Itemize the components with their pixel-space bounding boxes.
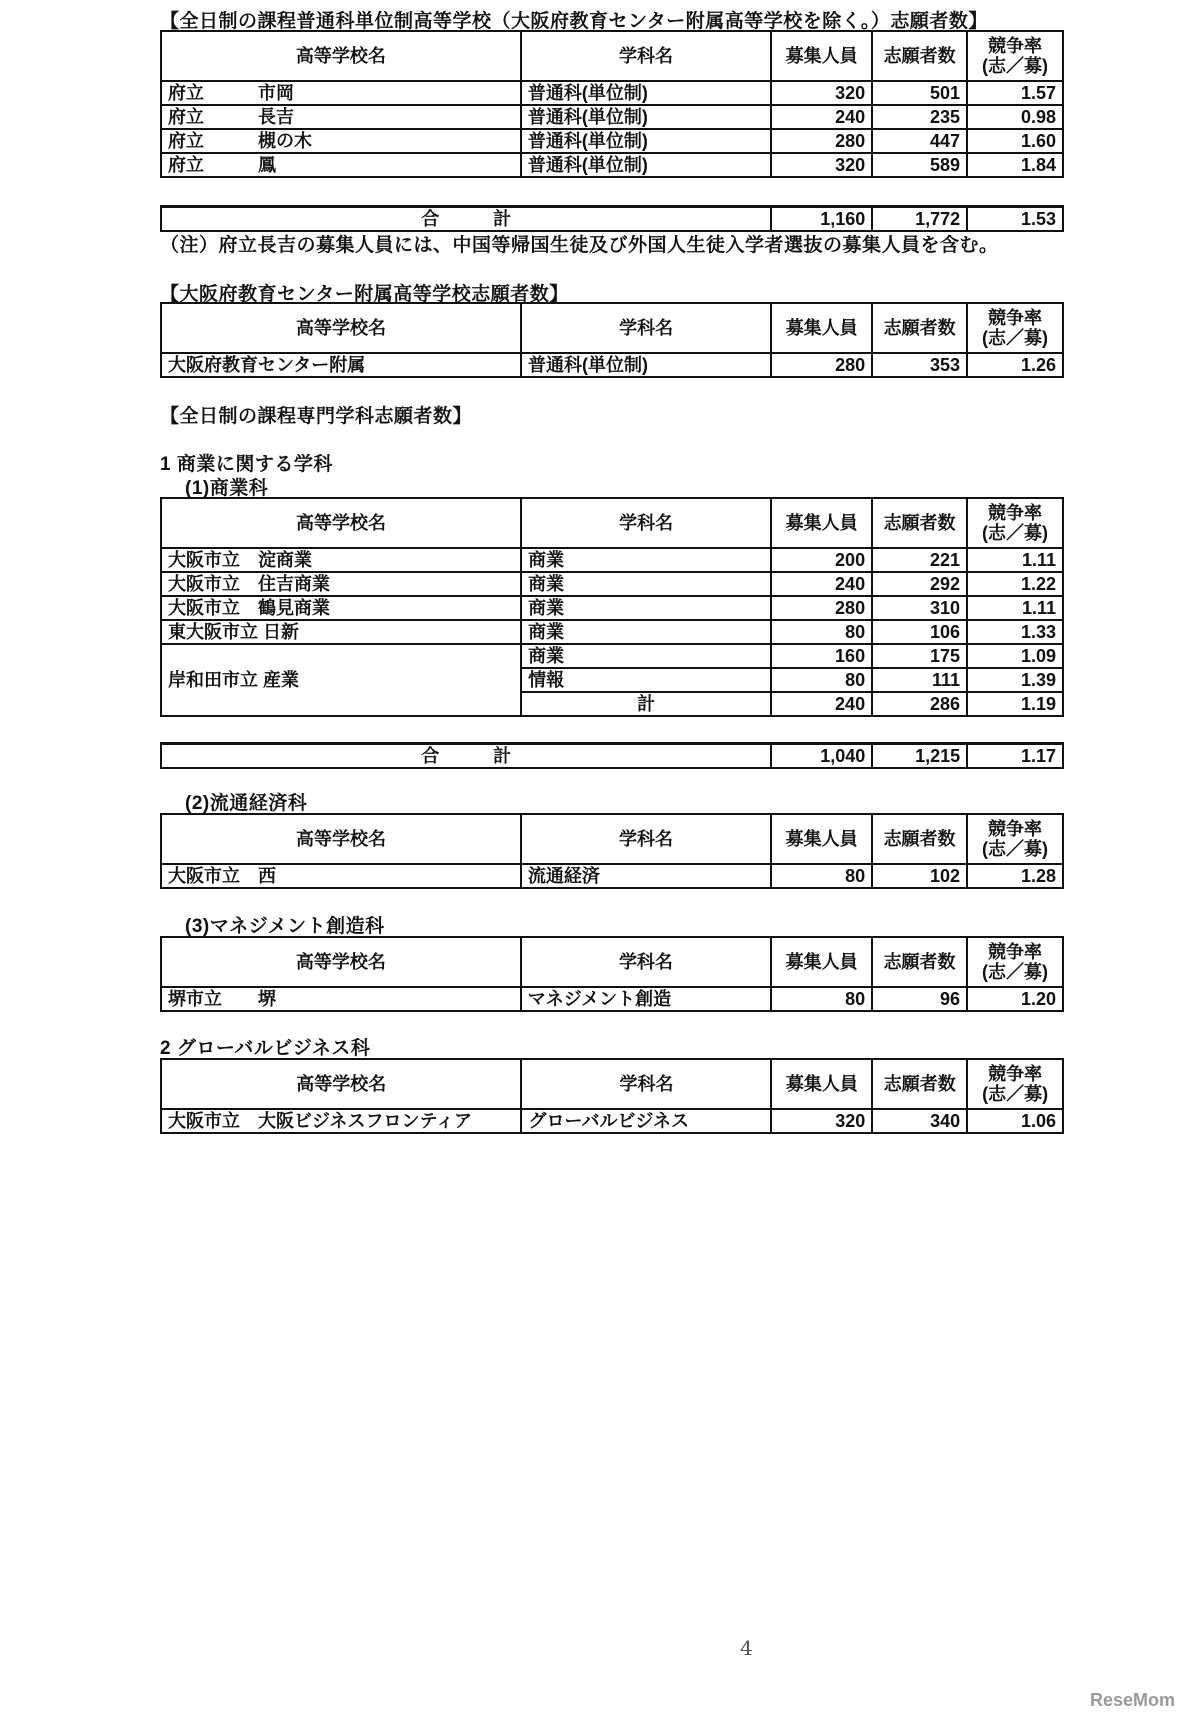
capacity: 320	[771, 1109, 872, 1133]
table-header	[161, 937, 1063, 987]
header-school: 高等学校名	[161, 1059, 521, 1109]
table-row	[161, 129, 1063, 153]
sub1-title: (1)商業科	[185, 478, 269, 499]
applicants: 353	[872, 353, 967, 377]
table-management	[160, 936, 1064, 1012]
capacity: 280	[771, 353, 872, 377]
table-header	[161, 814, 1063, 864]
header-applicants: 志願者数	[872, 1059, 967, 1109]
capacity: 240	[771, 105, 872, 129]
ratio-sub-label: (志／募)	[982, 1084, 1049, 1104]
table-distribution-economics	[160, 813, 1064, 889]
total-ratio: 1.17	[967, 744, 1063, 769]
applicants: 292	[872, 572, 967, 596]
capacity: 80	[771, 864, 872, 888]
table-global-business	[160, 1058, 1064, 1134]
course: 商業	[521, 572, 771, 596]
table-row	[161, 596, 1063, 620]
header-course: 学科名	[521, 31, 771, 81]
table-row	[161, 644, 1063, 668]
group2-title: 2 グローバルビジネス科	[160, 1038, 371, 1059]
table-row	[161, 81, 1063, 105]
watermark-logo: ReseMom	[1090, 1690, 1176, 1710]
ratio: 1.19	[967, 692, 1063, 716]
total-applicants: 1,215	[872, 744, 967, 769]
header-applicants: 志願者数	[872, 303, 967, 353]
group1-title: 1 商業に関する学科	[160, 454, 333, 475]
school: 大阪市立 住吉商業	[161, 572, 521, 596]
applicants: 96	[872, 987, 967, 1011]
header-capacity: 募集人員	[771, 498, 872, 548]
header-capacity: 募集人員	[771, 937, 872, 987]
section1-note: （注）府立長吉の募集人員には、中国等帰国生徒及び外国人生徒入学者選抜の募集人員を含む。	[160, 235, 999, 256]
header-course: 学科名	[521, 1059, 771, 1109]
ratio-label: 競争率	[988, 36, 1043, 56]
ratio: 1.57	[967, 81, 1063, 105]
table-commerce	[160, 497, 1064, 717]
course: 普通科(単位制)	[521, 105, 771, 129]
ratio-sub-label: (志／募)	[982, 328, 1049, 348]
total-capacity: 1,160	[771, 207, 872, 232]
total-row-section1	[160, 205, 1064, 232]
course: 商業	[521, 620, 771, 644]
applicants: 310	[872, 596, 967, 620]
course: 商業	[521, 548, 771, 572]
header-ratio	[967, 814, 1063, 864]
header-school: 高等学校名	[161, 498, 521, 548]
capacity: 240	[771, 692, 872, 716]
section3-title: 【全日制の課程専門学科志願者数】	[160, 406, 473, 427]
header-ratio	[967, 31, 1063, 81]
ratio-label: 競争率	[988, 942, 1043, 962]
applicants: 340	[872, 1109, 967, 1133]
table-row	[161, 1109, 1063, 1133]
school: 府立 槻の木	[161, 129, 521, 153]
total-row-commerce	[160, 742, 1064, 769]
capacity: 240	[771, 572, 872, 596]
header-course: 学科名	[521, 937, 771, 987]
section2-title: 【大阪府教育センター附属高等学校志願者数】	[160, 284, 569, 305]
ratio-sub-label: (志／募)	[982, 56, 1049, 76]
school: 府立 市岡	[161, 81, 521, 105]
header-ratio	[967, 937, 1063, 987]
school: 大阪府教育センター附属	[161, 353, 521, 377]
ratio: 1.06	[967, 1109, 1063, 1133]
course: 普通科(単位制)	[521, 129, 771, 153]
school: 堺市立 堺	[161, 987, 521, 1011]
table-row	[161, 353, 1063, 377]
header-school: 高等学校名	[161, 937, 521, 987]
applicants: 447	[872, 129, 967, 153]
table-header	[161, 31, 1063, 81]
course: マネジメント創造	[521, 987, 771, 1011]
applicants: 501	[872, 81, 967, 105]
capacity: 200	[771, 548, 872, 572]
table-row	[161, 105, 1063, 129]
table-header	[161, 303, 1063, 353]
course: グローバルビジネス	[521, 1109, 771, 1133]
header-applicants: 志願者数	[872, 937, 967, 987]
applicants: 589	[872, 153, 967, 177]
total-label: 合 計	[161, 744, 771, 769]
table-general-credit	[160, 30, 1064, 178]
ratio: 1.26	[967, 353, 1063, 377]
section1-title: 【全日制の課程普通科単位制高等学校（大阪府教育センター附属高等学校を除く。）志願者数】	[160, 11, 988, 32]
school: 東大阪市立 日新	[161, 620, 521, 644]
total-label: 合 計	[161, 207, 771, 232]
ratio: 1.09	[967, 644, 1063, 668]
ratio-sub-label: (志／募)	[982, 523, 1049, 543]
applicants: 286	[872, 692, 967, 716]
header-capacity: 募集人員	[771, 814, 872, 864]
total-ratio: 1.53	[967, 207, 1063, 232]
applicants: 221	[872, 548, 967, 572]
course: 情報	[521, 668, 771, 692]
header-ratio	[967, 303, 1063, 353]
header-course: 学科名	[521, 498, 771, 548]
ratio: 1.84	[967, 153, 1063, 177]
header-ratio	[967, 498, 1063, 548]
capacity: 280	[771, 596, 872, 620]
ratio-label: 競争率	[988, 308, 1043, 328]
table-row	[161, 987, 1063, 1011]
page-number: 4	[740, 1636, 753, 1660]
course: 商業	[521, 644, 771, 668]
header-school: 高等学校名	[161, 31, 521, 81]
school: 大阪市立 西	[161, 864, 521, 888]
ratio: 1.39	[967, 668, 1063, 692]
header-capacity: 募集人員	[771, 303, 872, 353]
capacity: 320	[771, 153, 872, 177]
ratio: 1.60	[967, 129, 1063, 153]
header-ratio	[967, 1059, 1063, 1109]
table-row	[161, 620, 1063, 644]
course: 普通科(単位制)	[521, 353, 771, 377]
school: 府立 長吉	[161, 105, 521, 129]
header-applicants: 志願者数	[872, 31, 967, 81]
course: 普通科(単位制)	[521, 81, 771, 105]
header-school: 高等学校名	[161, 814, 521, 864]
school: 大阪市立 鶴見商業	[161, 596, 521, 620]
ratio: 1.28	[967, 864, 1063, 888]
ratio: 1.11	[967, 596, 1063, 620]
course: 商業	[521, 596, 771, 620]
course: 流通経済	[521, 864, 771, 888]
header-capacity: 募集人員	[771, 1059, 872, 1109]
ratio-label: 競争率	[988, 819, 1043, 839]
applicants: 106	[872, 620, 967, 644]
ratio-sub-label: (志／募)	[982, 839, 1049, 859]
capacity: 80	[771, 668, 872, 692]
ratio: 1.11	[967, 548, 1063, 572]
school: 大阪市立 淀商業	[161, 548, 521, 572]
table-row	[161, 572, 1063, 596]
header-applicants: 志願者数	[872, 814, 967, 864]
table-row	[161, 153, 1063, 177]
ratio: 0.98	[967, 105, 1063, 129]
applicants: 235	[872, 105, 967, 129]
header-capacity: 募集人員	[771, 31, 872, 81]
capacity: 80	[771, 620, 872, 644]
table-row	[161, 864, 1063, 888]
subtotal-label: 計	[521, 692, 771, 716]
table-education-center	[160, 302, 1064, 378]
table-header	[161, 1059, 1063, 1109]
ratio-label: 競争率	[988, 503, 1043, 523]
capacity: 320	[771, 81, 872, 105]
sub2-title: (2)流通経済科	[185, 793, 308, 814]
table-header	[161, 498, 1063, 548]
school: 大阪市立 大阪ビジネスフロンティア	[161, 1109, 521, 1133]
capacity: 80	[771, 987, 872, 1011]
ratio-label: 競争率	[988, 1064, 1043, 1084]
ratio: 1.33	[967, 620, 1063, 644]
total-applicants: 1,772	[872, 207, 967, 232]
capacity: 280	[771, 129, 872, 153]
sub3-title: (3)マネジメント創造科	[185, 916, 385, 937]
applicants: 111	[872, 668, 967, 692]
header-school: 高等学校名	[161, 303, 521, 353]
ratio-sub-label: (志／募)	[982, 962, 1049, 982]
header-course: 学科名	[521, 303, 771, 353]
course: 普通科(単位制)	[521, 153, 771, 177]
school: 府立 鳳	[161, 153, 521, 177]
capacity: 160	[771, 644, 872, 668]
table-row	[161, 548, 1063, 572]
school: 岸和田市立 産業	[161, 644, 521, 716]
applicants: 175	[872, 644, 967, 668]
ratio: 1.20	[967, 987, 1063, 1011]
total-capacity: 1,040	[771, 744, 872, 769]
header-applicants: 志願者数	[872, 498, 967, 548]
applicants: 102	[872, 864, 967, 888]
header-course: 学科名	[521, 814, 771, 864]
ratio: 1.22	[967, 572, 1063, 596]
